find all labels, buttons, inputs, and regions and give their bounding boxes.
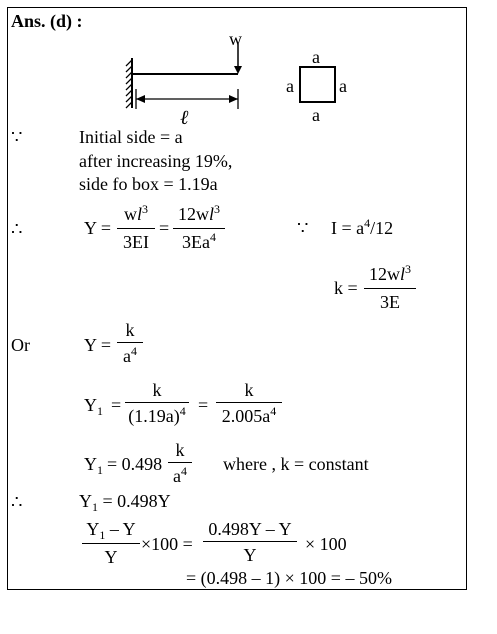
therefore-symbol-1: ∴	[11, 219, 23, 239]
eq5-rhs: = 0.498	[107, 454, 163, 474]
eq4-equals-1: =	[111, 395, 122, 415]
eq6: $Y_1 = 0.498Y$	[79, 491, 171, 514]
eq7-tail: × 100	[305, 534, 347, 554]
eq1-fraction-2: $12wl^3$ 3Ea$^4$	[173, 204, 225, 254]
eq7-times: ×100 =	[141, 534, 193, 554]
eq8-final-result: = (0.498 – 1) × 100 = – 50%	[186, 568, 392, 588]
eq4-equals-2: =	[198, 395, 209, 415]
given-line-1: Initial side = a	[79, 127, 183, 147]
side-label-right: a	[339, 76, 347, 96]
therefore-symbol-2: ∴	[11, 492, 23, 512]
eq1-lhs: Y =	[84, 218, 111, 238]
eq7-fraction-2: 0.498Y – Y Y	[203, 519, 297, 565]
eq7-fraction-1: $Y_1$ – Y Y	[82, 519, 140, 567]
eq2-lhs: k =	[334, 278, 358, 298]
side-label-bottom: a	[312, 105, 320, 125]
eq3-fraction: k $a^4$	[117, 320, 143, 368]
side-label-left: a	[286, 76, 294, 96]
eq3-lhs: Y =	[84, 335, 111, 355]
answer-label: Ans. (d) :	[11, 11, 83, 31]
eq5-lhs: $Y_1$	[84, 454, 103, 477]
load-label: w	[229, 29, 242, 49]
because-symbol: ∵	[11, 127, 23, 147]
eq4-fraction-2: k $2.005a^4$	[216, 380, 282, 428]
inertia-formula: $I = a^4/12$	[331, 216, 394, 238]
eq1-fraction-1: $wl^3$ 3EI	[117, 204, 155, 252]
or-label: Or	[11, 335, 30, 355]
eq4-fraction-1: k $(1.19a)^4$	[125, 380, 189, 428]
eq1-equals: =	[159, 218, 170, 238]
given-line-3: side fo box = 1.19a	[79, 174, 218, 194]
eq2-fraction: $12wl^3$ 3E	[364, 264, 416, 312]
eq5-fraction: k $a^4$	[168, 440, 192, 488]
because-symbol-2: ∵	[297, 218, 309, 238]
eq4-lhs: $Y_1$	[84, 395, 103, 418]
length-label: ℓ	[180, 107, 189, 129]
eq5-where-clause: where , k = constant	[223, 454, 369, 474]
square-section	[299, 66, 336, 103]
side-label-top: a	[312, 47, 320, 67]
given-line-2: after increasing 19%,	[79, 151, 233, 171]
